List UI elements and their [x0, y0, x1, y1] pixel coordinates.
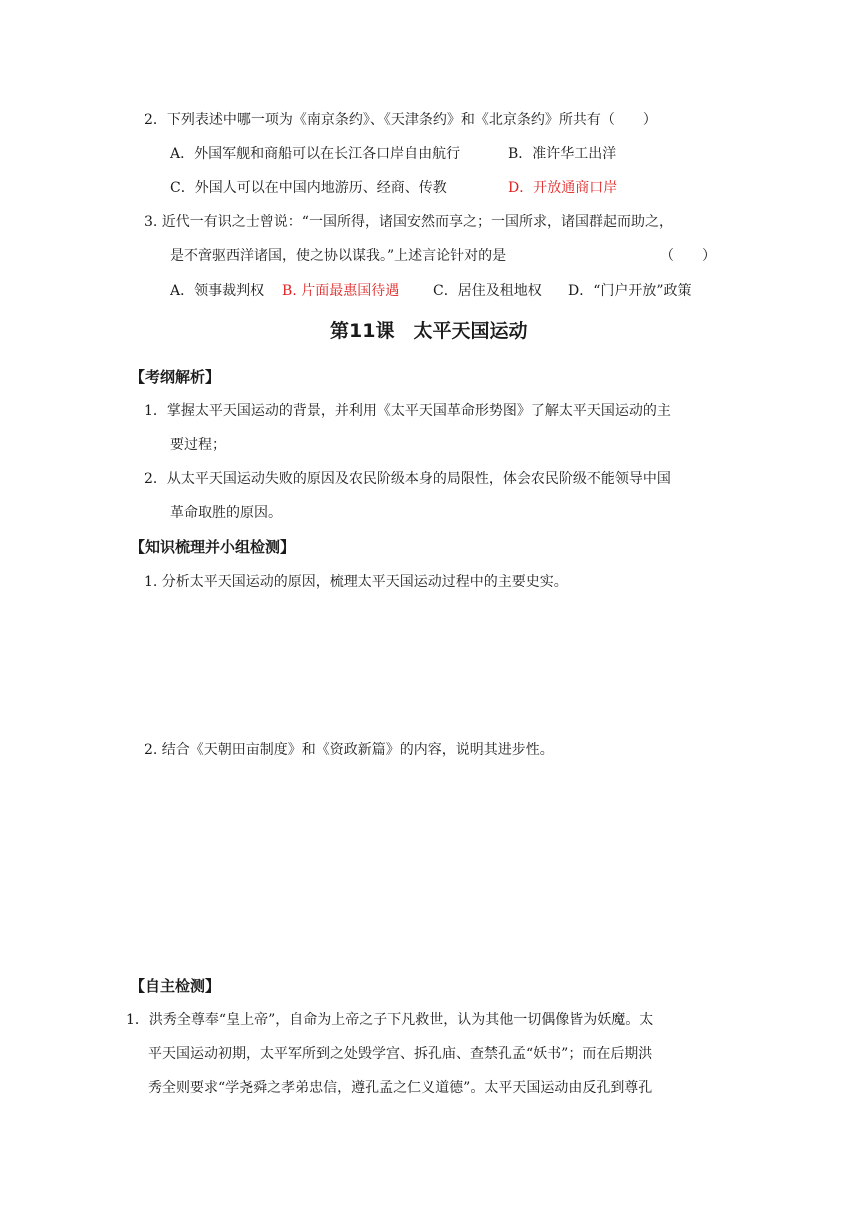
q2-option-a: A．外国军舰和商船可以在长江各口岸自由航行: [170, 146, 461, 162]
q3-option-c: C．居住及租地权: [433, 283, 542, 299]
q3-option-b-answer: B. 片面最惠国待遇: [282, 283, 400, 299]
q3-stem-line2: 是不啻驱西洋诸国，使之协以谋我。”上述言论针对的是: [170, 248, 507, 264]
syllabus-item2-line2: 革命取胜的原因。: [170, 505, 282, 521]
syllabus-item1-line1: 1．掌握太平天国运动的背景，并利用《太平天国革命形势图》了解太平天国运动的主: [144, 403, 671, 419]
self-test-line1: 1．洪秀全尊奉“皇上帝”，自命为上帝之子下凡救世，认为其他一切偶像皆为妖魔。太: [126, 1012, 654, 1028]
q3-answer-paren: （ ）: [660, 248, 716, 264]
knowledge-item2: 2. 结合《天朝田亩制度》和《资政新篇》的内容，说明其进步性。: [144, 742, 554, 758]
q3-option-d: D．“门户开放”政策: [568, 283, 692, 299]
q3-option-a: A．领事裁判权: [170, 283, 265, 299]
self-test-line2: 平天国运动初期，太平军所到之处毁学宫、拆孔庙、查禁孔孟“妖书”；而在后期洪: [148, 1046, 653, 1062]
syllabus-item2-line1: 2．从太平天国运动失败的原因及农民阶级本身的局限性，体会农民阶级不能领导中国: [144, 471, 671, 487]
q2-option-d-answer: D．开放通商口岸: [508, 180, 618, 196]
self-test-line3: 秀全则要求“学尧舜之孝弟忠信，遵孔孟之仁义道德”。太平天国运动由反孔到尊孔: [148, 1080, 653, 1096]
q2-stem: 2．下列表述中哪一项为《南京条约》、《天津条约》和《北京条约》所共有（ ）: [144, 112, 657, 128]
section-heading-knowledge: 【知识梳理并小组检测】: [130, 538, 296, 556]
q2-option-b: B．准许华工出洋: [508, 146, 617, 162]
q2-option-c: C．外国人可以在中国内地游历、经商、传教: [170, 180, 447, 196]
syllabus-item1-line2: 要过程；: [170, 437, 226, 453]
q3-stem-line1: 3. 近代一有识之士曾说：“一国所得，诸国安然而享之；一国所求，诸国群起而助之，: [144, 214, 673, 230]
section-heading-syllabus: 【考纲解析】: [130, 368, 221, 386]
lesson-title: 第11课 太平天国运动: [330, 320, 528, 342]
knowledge-item1: 1. 分析太平天国运动的原因，梳理太平天国运动过程中的主要史实。: [144, 574, 568, 590]
section-heading-self-test: 【自主检测】: [130, 977, 221, 995]
